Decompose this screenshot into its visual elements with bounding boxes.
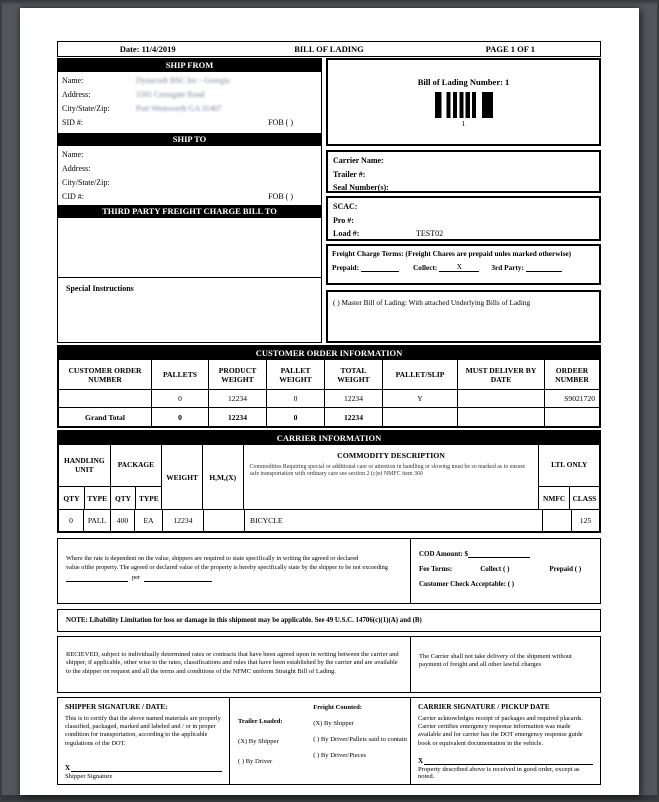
carrier-info-row	[59, 510, 599, 531]
address-label: Address:	[62, 164, 91, 173]
master-bol-text: ( ) Master Bill of Lading: With attached Underlying Bills of Lading	[333, 298, 531, 307]
name-label: Name:	[62, 76, 84, 85]
cell-handling-qty: 0	[59, 510, 84, 531]
commodity-title: COMMODITY DESCRIPTION	[337, 451, 445, 460]
carrier-signature-title: CARRIER SIGNATURE / PICKUP DATE	[418, 703, 550, 711]
total-must-deliver	[458, 408, 545, 426]
freight-terms-options	[332, 262, 599, 272]
prepaid-blank	[361, 263, 399, 272]
col-must-deliver: MUST DELIVER BY DATE	[458, 360, 545, 390]
col-product-weight: PRODUCT WEIGHT	[209, 360, 267, 390]
package-group	[111, 445, 163, 509]
cell-package-qty: 400	[111, 510, 135, 531]
special-instructions-box	[58, 278, 321, 342]
scac-box	[326, 196, 601, 241]
total-order-number	[545, 408, 599, 426]
cod-box	[411, 539, 600, 603]
freight-by-shipper-option: (X) By Shipper	[313, 720, 354, 727]
customer-order-title: CUSTOMER ORDER INFORMATION	[59, 347, 599, 360]
ship-to-csz-row	[58, 176, 321, 190]
x-mark: X	[65, 764, 71, 772]
trailer-loaded-title: Trailer Loaded:	[238, 718, 283, 725]
carrier-signature-box	[411, 698, 600, 784]
load-label: Load #:	[333, 229, 360, 238]
fee-prepaid-option: Prepaid ( )	[549, 565, 582, 573]
document-page	[20, 8, 639, 795]
total-pallet-slip	[383, 408, 458, 426]
handling-unit-label: HANDLING UNIT	[59, 445, 110, 487]
rate-text-line1: Where the rate is dependent on the value, shippers are required to state specifically in writing the agreed or declared	[66, 555, 359, 562]
cell-commodity: BICYCLE	[245, 510, 543, 531]
shipper-signature-caption: Shipper Signature	[65, 773, 113, 780]
hazmat-label: H,M,(X)	[203, 445, 244, 509]
col-pallet-weight: PALLET WEIGHT	[267, 360, 325, 390]
freight-by-driver-pallets-option: ( ) By Driver/Pallets said to contain	[313, 736, 407, 743]
shipper-signature-title: SHIPPER SIGNATURE / DATE:	[65, 703, 168, 711]
cell-must-deliver	[458, 390, 545, 408]
signature-section	[57, 697, 601, 785]
shipper-certification-text: This is to certify that the above named materials are properly classified, packaged, marked and labeled and / or in proper condition for transportation, according to the applicable regulations of the DOT.	[65, 715, 221, 747]
document-header	[57, 41, 601, 57]
ship-to-header: SHIP TO	[58, 133, 321, 146]
received-section	[57, 636, 601, 693]
fee-terms-label: Fee Terms:	[419, 565, 453, 573]
grand-total-row	[59, 408, 599, 426]
ship-to-fields	[58, 146, 321, 205]
carrier-name-row: Carrier Name:	[333, 156, 384, 165]
freight-counted-column	[309, 698, 410, 784]
third-party-label: 3rd Party:	[491, 263, 524, 272]
package-type-label: TYPE	[138, 493, 159, 503]
carrier-acknowledgement-text: Carrier acknowledges receipt of packages and required placards. Carrier certifies emergency response information was made available and for carrier has the DOT emergency response guide book or equivalent documentation in the vehicle.	[418, 715, 584, 747]
rate-text-line2: value ofthe property. The agreed or declared value of the property is hereby specifically state by the shipper to be not exceeding	[66, 563, 388, 571]
cell-total-weight: 12234	[325, 390, 383, 408]
third-party-blank	[526, 263, 562, 272]
cell-package-type: EA	[135, 510, 163, 531]
cell-pallet-slip: Y	[383, 390, 458, 408]
total-product-weight: 12234	[209, 408, 267, 426]
package-qty-label: QTY	[111, 487, 137, 509]
master-bol-box	[326, 290, 601, 343]
shipper-signature-line	[65, 763, 222, 772]
grand-total-label: Grand Total	[59, 408, 152, 426]
pro-number-row: Pro #:	[333, 215, 354, 225]
document-date: Date: 11/4/2019	[119, 44, 176, 54]
csz-value-redacted: Port Wentworth GA 31407	[136, 104, 222, 113]
handling-unit-group	[59, 445, 111, 509]
cell-product-weight: 12234	[209, 390, 267, 408]
carrier-information-table	[57, 430, 601, 533]
loading-counting-box	[230, 698, 411, 784]
cell-class: 125	[579, 516, 592, 525]
freight-by-driver-pieces-option: ( ) By Driver/Pieces	[313, 752, 367, 759]
fee-terms-row	[419, 565, 600, 573]
carrier-information-title: CARRIER INFORMATION	[59, 432, 599, 445]
carrier-info-header	[59, 445, 599, 510]
commodity-description-header	[244, 445, 540, 509]
ship-from-header: SHIP FROM	[58, 59, 321, 72]
fob-field: FOB ( )	[268, 118, 293, 127]
package-label: PACKAGE	[111, 445, 162, 487]
signature-blank	[71, 763, 222, 772]
load-value: TEST02	[416, 229, 444, 238]
prepaid-label: Prepaid:	[332, 263, 360, 272]
trailer-loaded-column	[230, 698, 309, 784]
col-order-number: ORDEER NUMBER	[545, 360, 599, 390]
ship-to-name-row	[58, 148, 321, 162]
right-column	[326, 58, 601, 343]
name-label: Name:	[62, 150, 84, 159]
col-pallet-slip: PALLET/SLIP	[383, 360, 458, 390]
cell-pallets: 0	[152, 390, 209, 408]
name-value-redacted: Dynacraft BSC Inc - Georgia	[136, 76, 230, 85]
col-pallets: PALLETS	[152, 360, 209, 390]
carrier-signature-caption: Property described above is received in good order, except as noted.	[418, 766, 580, 780]
collect-mark: X	[439, 262, 479, 272]
third-party-header: THIRD PARTY FREIGHT CHARGE BILL TO	[58, 205, 321, 218]
ltl-only-group	[539, 445, 599, 509]
liability-note-box	[57, 609, 601, 632]
fee-collect-option: Collect ( )	[480, 565, 510, 573]
cell-pallet-weight: 0	[267, 390, 325, 408]
carrier-signature-line	[418, 756, 593, 765]
per-unit-blank	[144, 573, 212, 582]
signature-blank	[424, 756, 593, 765]
cell-customer-order-number	[59, 390, 152, 408]
trailer-number-row: Trailer #:	[333, 169, 366, 179]
weight-label: WEIGHT	[162, 445, 203, 509]
ship-from-fields	[58, 72, 321, 133]
cod-amount-label: COD Amount: $	[419, 550, 469, 558]
class-label: CLASS	[572, 493, 597, 503]
cell-nmfc	[543, 510, 572, 531]
sid-label: SID #:	[62, 118, 84, 127]
declared-value-box	[58, 539, 411, 603]
liability-note-text: NOTE: Libability Limitation for loss or damage in this shipment may be applicable. See 49 U.S.C. 14706(c)(1)(A) and (B)	[66, 617, 422, 624]
ltl-only-label: LTL ONLY	[539, 445, 599, 487]
document-title: BILL OF LADING	[294, 44, 364, 54]
declared-value-blank	[66, 573, 128, 582]
carrier-delivery-text: The Carrier shall not take delivery of the shipment without payment of freight and all other lawful charges	[419, 653, 572, 669]
cell-order-number: S9021720	[545, 390, 599, 408]
freight-counted-title: Freight Counted:	[313, 704, 362, 711]
top-region	[57, 58, 601, 343]
cod-amount-blank	[468, 549, 530, 558]
carrier-details-box	[326, 150, 601, 193]
bill-of-lading-form	[57, 41, 601, 785]
special-instructions-label: Special Instructions	[66, 284, 134, 293]
address-label: Address:	[62, 90, 91, 99]
handling-type-label: TYPE	[87, 493, 108, 503]
customer-order-header-row	[59, 360, 599, 390]
bol-number-label: Bill of Lading Number: 1	[417, 76, 510, 87]
ship-from-address-row	[58, 88, 321, 102]
trailer-by-driver-option: ( ) By Driver	[238, 758, 273, 765]
csz-label: City/State/Zip:	[62, 178, 110, 187]
cell-weight: 12234	[163, 510, 204, 531]
col-customer-order-number: CUSTOMER ORDER NUMBER	[59, 360, 152, 390]
ship-from-sid-row	[58, 116, 321, 130]
ship-from-name-row	[58, 74, 321, 88]
freight-charge-terms-box	[326, 244, 601, 285]
csz-label: City/State/Zip:	[62, 104, 110, 113]
received-terms-text: RECIEVED, subject to individually determined rates or contracts that have been agreed upon in writing between the carrier and shipper, if applicable, other wise to the rates, classifications and rules that have been established by the carrier and are available to the shipper on request and all the terms and conditions of the NFMC uniform Straight Bill of Lading.	[58, 637, 411, 692]
check-acceptable-row	[419, 580, 600, 588]
commodity-note: Commodities Requiring special or additional care or attention in handling or slowing must be so marked as to ensure safe transportation with ordinary care see section 2 (c)of NMFC item 360	[249, 464, 526, 477]
check-acceptable-label: Customer Check Acceptable: ( )	[419, 580, 515, 588]
freight-terms-title: Freight Charge Terms: (Freight Chares are prepaid unles marked otherwise)	[332, 249, 572, 258]
third-party-address-box	[58, 218, 321, 278]
customer-order-table	[57, 345, 601, 428]
bol-number-box	[326, 58, 601, 146]
ship-from-csz-row	[58, 102, 321, 116]
fob-field: FOB ( )	[268, 192, 293, 201]
customer-order-row	[59, 390, 599, 408]
cid-label: CID #:	[62, 192, 84, 201]
load-number-row	[328, 227, 599, 241]
per-label: per	[132, 573, 141, 581]
collect-label: Collect:	[413, 263, 438, 272]
ship-to-cid-row	[58, 190, 321, 204]
total-pallet-weight: 0	[267, 408, 325, 426]
seal-numbers-row: Seal Number(s):	[333, 183, 389, 192]
cod-amount-row	[419, 549, 600, 558]
barcode-caption: 1	[461, 118, 466, 128]
barcode	[435, 92, 493, 118]
handling-qty-label: QTY	[59, 487, 85, 509]
scac-row: SCAC:	[333, 202, 358, 211]
address-value-redacted: 1501 Crossgate Road	[136, 90, 205, 99]
trailer-by-shipper-option: (X) By Shipper	[238, 738, 279, 745]
cell-handling-type: PALL	[84, 510, 111, 531]
page-indicator: PAGE 1 OF 1	[485, 44, 535, 54]
col-total-weight: TOTAL WEIGHT	[325, 360, 383, 390]
left-column	[57, 58, 322, 343]
cell-hazmat	[204, 510, 245, 531]
ship-to-address-row	[58, 162, 321, 176]
total-weight: 12234	[325, 408, 383, 426]
shipper-signature-box	[58, 698, 230, 784]
total-pallets: 0	[152, 408, 209, 426]
x-mark: X	[418, 757, 424, 765]
nmfc-label: NMFC	[539, 487, 569, 509]
rate-cod-section	[57, 538, 601, 604]
